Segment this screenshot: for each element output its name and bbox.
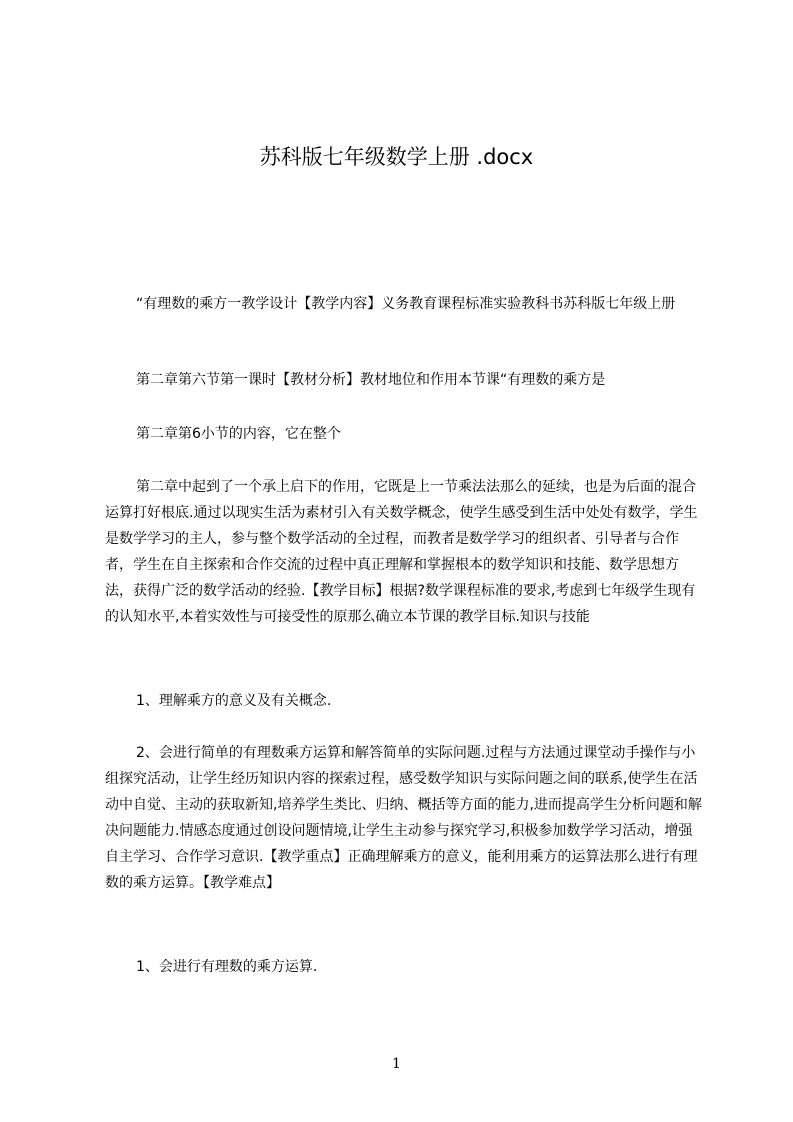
- document-title: 苏科版七年级数学上册 .docx: [259, 145, 534, 169]
- paragraph-role-and-objectives: 第二章中起到了一个承上启下的作用，它既是上一节乘法法那么的延续，也是为后面的混合运算打好根底.通过以现实生活为素材引入有关数学概念，使学生感受到生活中处处有数学，学生是数学学习的主人，参与整个数学活动的全过程，而教者是数学学习的组织者、引导者与合作者，学生在自主探索和合作交流的过程中真正理解和掌握根本的数学知识和技能、数学思想方法，获得广泛的数学活动的经验.【教学目标】根据?数学课程标准的要求,考虑到七年级学生现有的认知水平,本着实效性与可接受性的原那么确立本节课的教学目标.知识与技能: [105, 479, 698, 625]
- paragraph-material-analysis: 第二章第六节第一课时【教材分析】教材地位和作用本节课“有理数的乘方是: [136, 372, 606, 388]
- paragraph-difficulty-1: 1、会进行有理数的乘方运算.: [136, 959, 318, 975]
- paragraph-teaching-content: “有理数的乘方一教学设计【教学内容】义务教育课程标准实验教科书苏科版七年级上册: [136, 296, 676, 312]
- page-number: 1: [392, 1056, 401, 1072]
- paragraph-chapter-section: 第二章第6小节的内容，它在整个: [136, 426, 341, 442]
- paragraph-objective-1: 1、理解乘方的意义及有关概念.: [136, 693, 332, 709]
- paragraph-objective-2-and-focus: 2、会进行简单的有理数乘方运算和解答简单的实际问题.过程与方法通过课堂动手操作与小组探究活动，让学生经历知识内容的探索过程，感受数学知识与实际问题之间的联系,使学生在活动中自觉、主动的获取新知,培养学生类比、归纳、概括等方面的能力,进而提高学生分析问题和解决问题能力.情感态度通过创设问题情境,让学生主动参与探究学习,积极参加数学学习活动，增强自主学习、合作学习意识.【教学重点】正确理解乘方的意义，能利用乘方的运算法那么进行有理数的乘方运算。【教学难点】: [105, 745, 702, 891]
